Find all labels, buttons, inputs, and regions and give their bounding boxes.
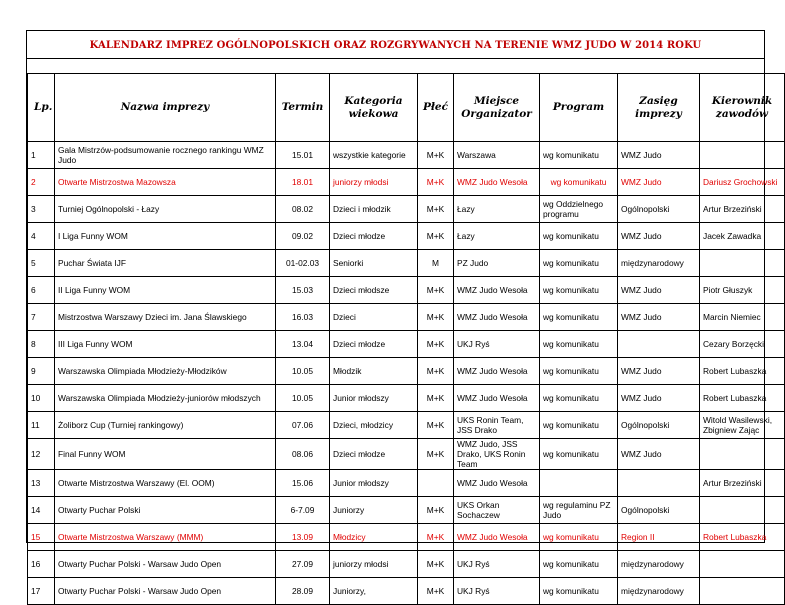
- cell-name: Turniej Ogólnopolski - Łazy: [55, 196, 276, 223]
- cell-lp: 13: [28, 470, 55, 497]
- cell-date: 08.06: [276, 439, 330, 470]
- cell-name: Otwarty Puchar Polski - Warsaw Judo Open: [55, 578, 276, 605]
- cell-category: juniorzy młodsi: [330, 169, 418, 196]
- cell-place: UKS Ronin Team, JSS Drako: [454, 412, 540, 439]
- cell-manager: Artur Brzeziński: [700, 470, 785, 497]
- cell-category: juniorzy młodsi: [330, 551, 418, 578]
- cell-name: Mistrzostwa Warszawy Dzieci im. Jana Ślawskiego: [55, 304, 276, 331]
- cell-sex: M+K: [418, 358, 454, 385]
- table-row: [28, 497, 785, 524]
- cell-manager: [700, 497, 785, 524]
- cell-lp: 8: [28, 331, 55, 358]
- cell-manager: Robert Lubaszka: [700, 358, 785, 385]
- cell-program: wg Oddzielnego programu: [540, 196, 618, 223]
- cell-range: WMZ Judo: [618, 223, 700, 250]
- cell-sex: M+K: [418, 412, 454, 439]
- sheet-title: KALENDARZ IMPREZ OGÓLNOPOLSKICH ORAZ ROZGRYWANYCH NA TERENIE WMZ JUDO W 2014 ROKU: [27, 31, 764, 59]
- cell-category: Dzieci, młodzicy: [330, 412, 418, 439]
- cell-date: 16.03: [276, 304, 330, 331]
- cell-manager: Piotr Głuszyk: [700, 277, 785, 304]
- cell-place: Warszawa: [454, 142, 540, 169]
- cell-program: wg komunikatu: [540, 358, 618, 385]
- cell-range: WMZ Judo: [618, 142, 700, 169]
- cell-lp: 14: [28, 497, 55, 524]
- header-date: Termin: [276, 74, 330, 142]
- cell-range: Ogólnopolski: [618, 497, 700, 524]
- cell-manager: Dariusz Grochowski: [700, 169, 785, 196]
- cell-date: 08.02: [276, 196, 330, 223]
- cell-range: WMZ Judo: [618, 385, 700, 412]
- cell-program: wg komunikatu: [540, 223, 618, 250]
- cell-name: Otwarte Mistrzostwa Warszawy (MMM): [55, 524, 276, 551]
- cell-date: 18.01: [276, 169, 330, 196]
- cell-category: Junior młodszy: [330, 385, 418, 412]
- cell-name: I Liga Funny WOM: [55, 223, 276, 250]
- table-row: [28, 196, 785, 223]
- header-lp: Lp.: [28, 74, 55, 142]
- cell-program: wg komunikatu: [540, 578, 618, 605]
- cell-range: Region II: [618, 524, 700, 551]
- header-range: Zasięg imprezy: [618, 74, 700, 142]
- cell-sex: M+K: [418, 578, 454, 605]
- cell-category: Junior młodszy: [330, 470, 418, 497]
- cell-place: UKS Orkan Sochaczew: [454, 497, 540, 524]
- cell-category: wszystkie kategorie: [330, 142, 418, 169]
- cell-date: 10.05: [276, 385, 330, 412]
- cell-date: 28.09: [276, 578, 330, 605]
- cell-date: 01-02.03: [276, 250, 330, 277]
- cell-sex: M+K: [418, 524, 454, 551]
- header-category: Kategoria wiekowa: [330, 74, 418, 142]
- cell-program: wg komunikatu: [540, 331, 618, 358]
- cell-lp: 11: [28, 412, 55, 439]
- cell-manager: [700, 551, 785, 578]
- cell-range: WMZ Judo: [618, 169, 700, 196]
- cell-name: Otwarty Puchar Polski - Warsaw Judo Open: [55, 551, 276, 578]
- cell-manager: Witold Wasilewski, Zbigniew Zając: [700, 412, 785, 439]
- table-row: [28, 223, 785, 250]
- cell-date: 13.04: [276, 331, 330, 358]
- cell-lp: 10: [28, 385, 55, 412]
- cell-program: wg komunikatu: [540, 250, 618, 277]
- cell-range: WMZ Judo: [618, 304, 700, 331]
- cell-range: WMZ Judo: [618, 358, 700, 385]
- cell-range: WMZ Judo: [618, 277, 700, 304]
- cell-category: Młodzik: [330, 358, 418, 385]
- cell-name: Warszawska Olimpiada Młodzieży-juniorów młodszych: [55, 385, 276, 412]
- cell-lp: 2: [28, 169, 55, 196]
- cell-manager: [700, 250, 785, 277]
- cell-category: Juniorzy: [330, 497, 418, 524]
- cell-place: WMZ Judo Wesoła: [454, 169, 540, 196]
- cell-lp: 15: [28, 524, 55, 551]
- cell-manager: Cezary Borzęcki: [700, 331, 785, 358]
- cell-program: [540, 470, 618, 497]
- header-place: Miejsce Organizator: [454, 74, 540, 142]
- cell-place: WMZ Judo Wesoła: [454, 470, 540, 497]
- cell-name: III Liga Funny WOM: [55, 331, 276, 358]
- cell-sex: [418, 470, 454, 497]
- table-row: [28, 551, 785, 578]
- cell-sex: M+K: [418, 304, 454, 331]
- cell-place: Łazy: [454, 196, 540, 223]
- cell-sex: M+K: [418, 551, 454, 578]
- table-row: [28, 250, 785, 277]
- cell-name: Otwarte Mistrzostwa Mazowsza: [55, 169, 276, 196]
- table-row: [28, 385, 785, 412]
- cell-category: Młodzicy: [330, 524, 418, 551]
- cell-date: 27.09: [276, 551, 330, 578]
- cell-program: wg komunikatu: [540, 524, 618, 551]
- cell-sex: M+K: [418, 439, 454, 470]
- cell-place: WMZ Judo Wesoła: [454, 277, 540, 304]
- cell-category: Dzieci młodze: [330, 223, 418, 250]
- cell-manager: Robert Lubaszka: [700, 385, 785, 412]
- cell-place: WMZ Judo, JSS Drako, UKS Ronin Team: [454, 439, 540, 470]
- cell-place: WMZ Judo Wesoła: [454, 524, 540, 551]
- cell-program: wg komunikatu: [540, 277, 618, 304]
- cell-name: Gala Mistrzów-podsumowanie rocznego rankingu WMZ Judo: [55, 142, 276, 169]
- cell-date: 07.06: [276, 412, 330, 439]
- cell-program: wg komunikatu: [540, 142, 618, 169]
- cell-range: Ogólnopolski: [618, 196, 700, 223]
- cell-range: [618, 331, 700, 358]
- cell-category: Dzieci młodze: [330, 331, 418, 358]
- cell-place: WMZ Judo Wesoła: [454, 304, 540, 331]
- cell-name: Otwarty Puchar Polski: [55, 497, 276, 524]
- cell-sex: M+K: [418, 223, 454, 250]
- table-row: [28, 142, 785, 169]
- cell-lp: 5: [28, 250, 55, 277]
- header-program: Program: [540, 74, 618, 142]
- cell-program: wg komunikatu: [540, 412, 618, 439]
- cell-program: wg regulaminu PZ Judo: [540, 497, 618, 524]
- cell-manager: [700, 142, 785, 169]
- cell-sex: M+K: [418, 331, 454, 358]
- cell-program: wg komunikatu: [540, 551, 618, 578]
- table-row: [28, 331, 785, 358]
- cell-date: 15.06: [276, 470, 330, 497]
- cell-date: 10.05: [276, 358, 330, 385]
- cell-lp: 9: [28, 358, 55, 385]
- cell-category: Seniorki: [330, 250, 418, 277]
- cell-name: Final Funny WOM: [55, 439, 276, 470]
- events-table: [27, 73, 785, 605]
- cell-sex: M+K: [418, 277, 454, 304]
- cell-place: Łazy: [454, 223, 540, 250]
- cell-lp: 6: [28, 277, 55, 304]
- table-row: [28, 277, 785, 304]
- cell-date: 09.02: [276, 223, 330, 250]
- cell-lp: 3: [28, 196, 55, 223]
- cell-place: UKJ Ryś: [454, 331, 540, 358]
- cell-manager: Robert Lubaszka: [700, 524, 785, 551]
- cell-name: Otwarte Mistrzostwa Warszawy (El. OOM): [55, 470, 276, 497]
- header-manager: Kierownik zawodów: [700, 74, 785, 142]
- cell-sex: M+K: [418, 142, 454, 169]
- cell-name: Warszawska Olimpiada Młodzieży-Młodzików: [55, 358, 276, 385]
- table-row: [28, 358, 785, 385]
- table-row: [28, 439, 785, 470]
- cell-range: [618, 470, 700, 497]
- cell-name: Puchar Świata IJF: [55, 250, 276, 277]
- cell-range: międzynarodowy: [618, 250, 700, 277]
- cell-sex: M+K: [418, 385, 454, 412]
- cell-sex: M+K: [418, 497, 454, 524]
- cell-name: II Liga Funny WOM: [55, 277, 276, 304]
- cell-category: Dzieci młodze: [330, 439, 418, 470]
- cell-program: wg komunikatu: [540, 439, 618, 470]
- calendar-sheet: [26, 30, 778, 596]
- cell-place: UKJ Ryś: [454, 551, 540, 578]
- cell-program: wg komunikatu: [540, 385, 618, 412]
- cell-lp: 7: [28, 304, 55, 331]
- cell-range: WMZ Judo: [618, 439, 700, 470]
- cell-range: międzynarodowy: [618, 551, 700, 578]
- table-row: [28, 304, 785, 331]
- cell-program: wg komunikatu: [540, 304, 618, 331]
- cell-manager: Jacek Zawadka: [700, 223, 785, 250]
- table-row: [28, 412, 785, 439]
- cell-lp: 4: [28, 223, 55, 250]
- cell-date: 13.09: [276, 524, 330, 551]
- cell-manager: Artur Brzeziński: [700, 196, 785, 223]
- cell-lp: 17: [28, 578, 55, 605]
- cell-lp: 16: [28, 551, 55, 578]
- events-body: [28, 142, 785, 605]
- cell-manager: [700, 578, 785, 605]
- header-sex: Płeć: [418, 74, 454, 142]
- cell-place: WMZ Judo Wesoła: [454, 358, 540, 385]
- table-row: [28, 169, 785, 196]
- cell-manager: Marcin Niemiec: [700, 304, 785, 331]
- cell-category: Dzieci młodsze: [330, 277, 418, 304]
- table-row: [28, 470, 785, 497]
- table-row: [28, 524, 785, 551]
- cell-category: Dzieci i młodzik: [330, 196, 418, 223]
- header-name: Nazwa imprezy: [55, 74, 276, 142]
- cell-date: 15.01: [276, 142, 330, 169]
- cell-date: 6-7.09: [276, 497, 330, 524]
- cell-lp: 12: [28, 439, 55, 470]
- cell-manager: [700, 439, 785, 470]
- cell-range: Ogólnopolski: [618, 412, 700, 439]
- cell-sex: M+K: [418, 196, 454, 223]
- cell-range: międzynarodowy: [618, 578, 700, 605]
- header-row: [28, 74, 785, 142]
- cell-sex: M: [418, 250, 454, 277]
- cell-category: Dzieci: [330, 304, 418, 331]
- cell-program: wg komunikatu: [540, 169, 618, 196]
- cell-place: PZ Judo: [454, 250, 540, 277]
- cell-place: UKJ Ryś: [454, 578, 540, 605]
- cell-date: 15.03: [276, 277, 330, 304]
- cell-place: WMZ Judo Wesoła: [454, 385, 540, 412]
- cell-name: Żoliborz Cup (Turniej rankingowy): [55, 412, 276, 439]
- table-row: [28, 578, 785, 605]
- cell-category: Juniorzy,: [330, 578, 418, 605]
- cell-lp: 1: [28, 142, 55, 169]
- cell-sex: M+K: [418, 169, 454, 196]
